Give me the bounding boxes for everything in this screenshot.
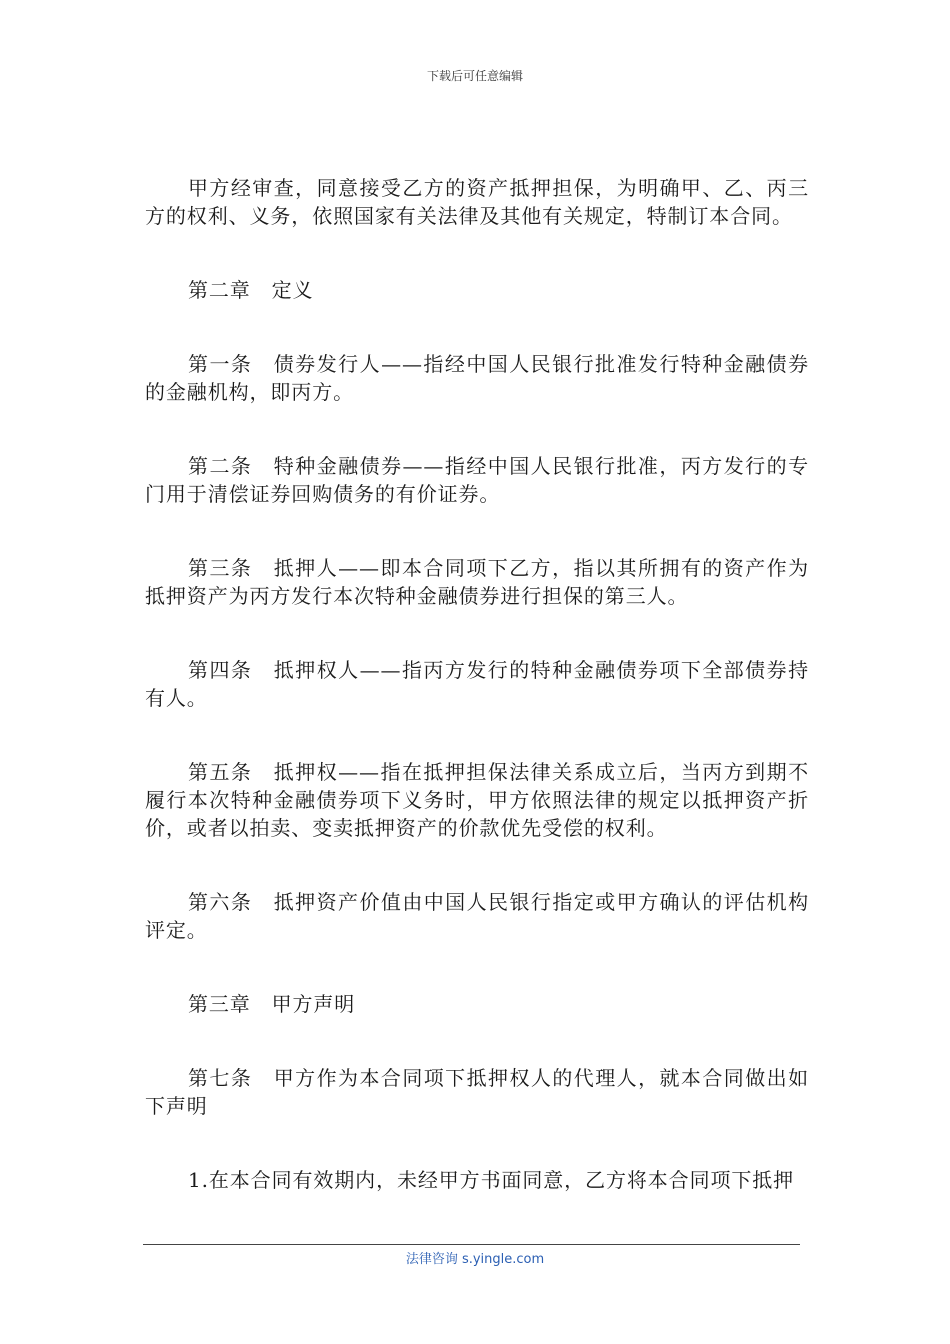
article-5: 第五条 抵押权——指在抵押担保法律关系成立后，当丙方到期不履行本次特种金融债券项下义务时，甲方依照法律的规定以抵押资产折价，或者以拍卖、变卖抵押资产的价款优先受偿的权利。 xyxy=(145,760,809,840)
chapter-3-heading: 第三章 甲方声明 xyxy=(188,992,356,1016)
clause-item-1: 1.在本合同有效期内，未经甲方书面同意，乙方将本合同项下抵押 xyxy=(188,1168,795,1192)
footer-link[interactable]: 法律咨询 s.yingle.com xyxy=(405,1252,545,1267)
header-note: 下载后可任意编辑 xyxy=(426,69,523,83)
article-7: 第七条 甲方作为本合同项下抵押权人的代理人，就本合同做出如下声明 xyxy=(145,1066,809,1118)
article-2: 第二条 特种金融债券——指经中国人民银行批准，丙方发行的专门用于清偿证券回购债务的有价证券。 xyxy=(145,454,809,506)
article-6: 第六条 抵押资产价值由中国人民银行指定或甲方确认的评估机构评定。 xyxy=(145,890,809,942)
footer-divider xyxy=(143,1244,800,1245)
article-1: 第一条 债券发行人——指经中国人民银行批准发行特种金融债券的金融机构，即丙方。 xyxy=(145,352,809,404)
chapter-2-heading: 第二章 定义 xyxy=(188,278,314,302)
intro-paragraph: 甲方经审查，同意接受乙方的资产抵押担保，为明确甲、乙、丙三方的权利、义务，依照国家有关法律及其他有关规定，特制订本合同。 xyxy=(145,176,809,228)
document-body xyxy=(145,174,809,1194)
article-3: 第三条 抵押人——即本合同项下乙方，指以其所拥有的资产作为抵押资产为丙方发行本次特种金融债券进行担保的第三人。 xyxy=(145,556,809,608)
article-4: 第四条 抵押权人——指丙方发行的特种金融债券项下全部债券持有人。 xyxy=(145,658,809,710)
